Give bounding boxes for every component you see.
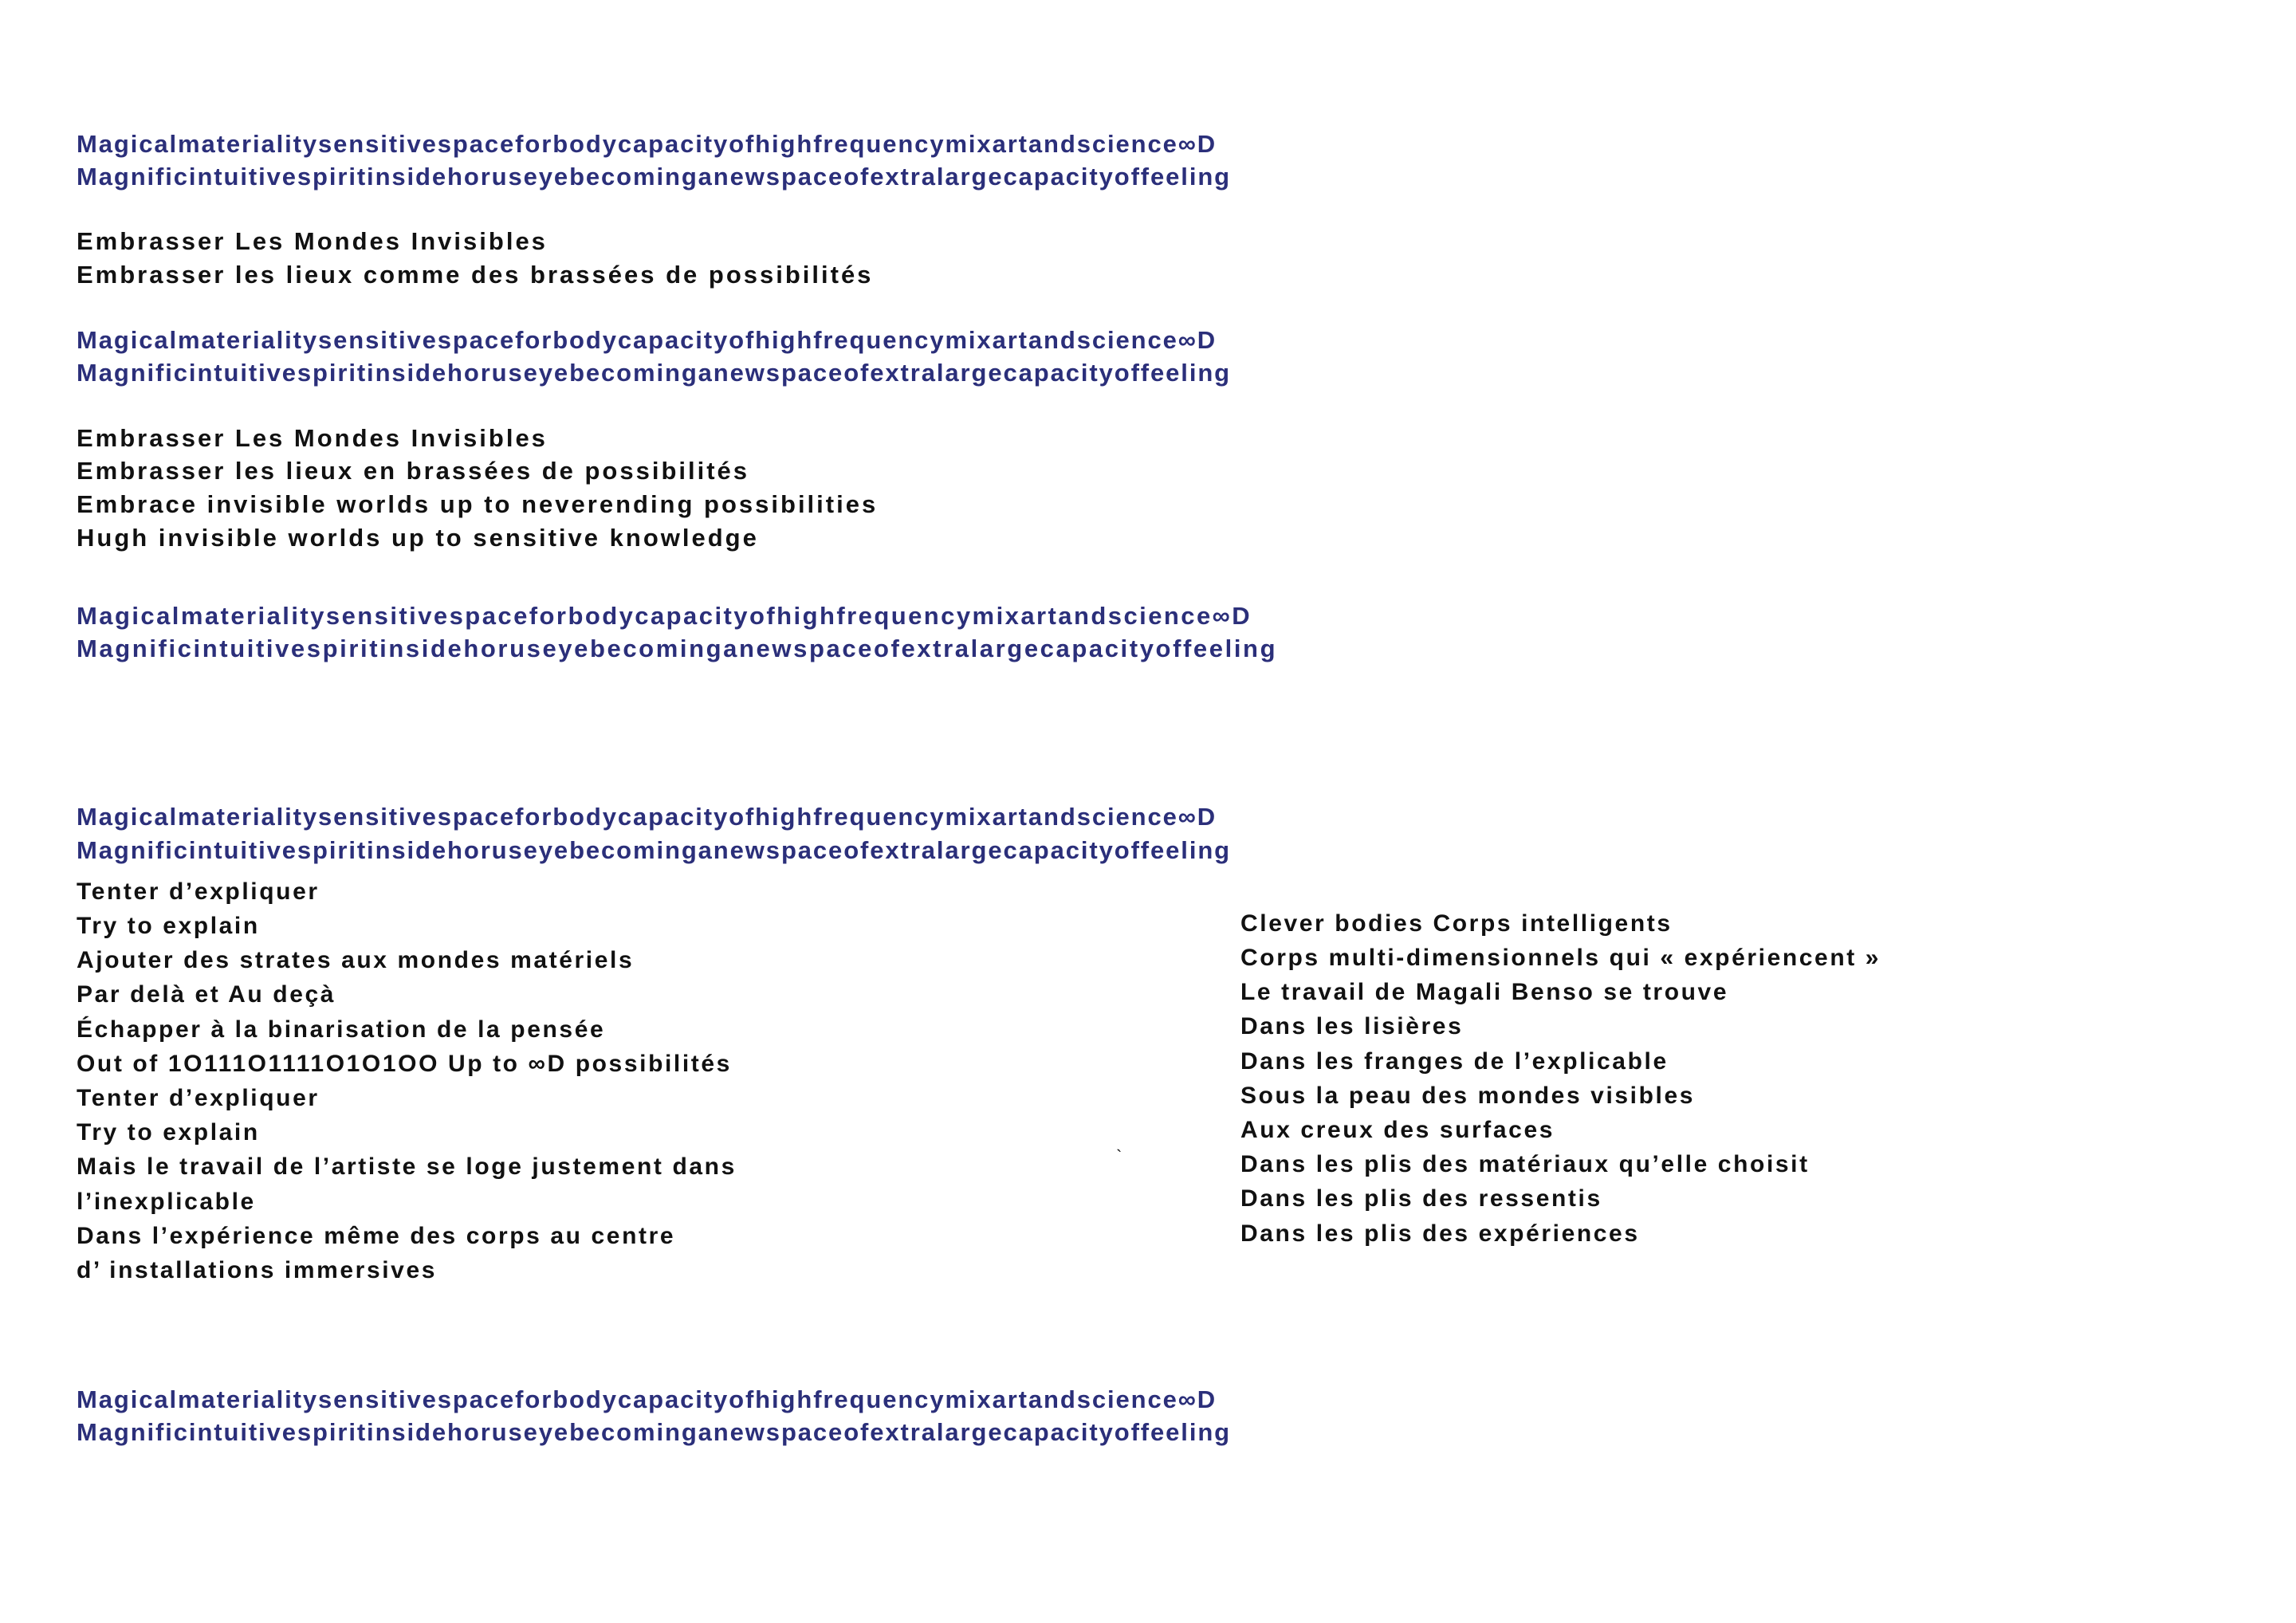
spacer — [77, 555, 2219, 599]
text-line: Embrasser les lieux comme des brassées de possibilités — [77, 261, 874, 289]
text-block-1 — [77, 225, 2219, 292]
banner-block-1 — [77, 128, 2219, 193]
banner-line-2: Magnificintuitivespiritinsidehoruseyebecominganewspaceofextralargecapacityoffeeling — [77, 635, 1278, 663]
banner-line-2: Magnificintuitivespiritinsidehoruseyebecominganewspaceofextralargecapacityoffeeling — [77, 835, 1231, 864]
text-line: Out of 1O111O1111O1O1OO Up to ∞D possibilités — [77, 1050, 732, 1077]
banner-line-1: Magicalmaterialitysensitivespaceforbodycapacityofhighfrequencymixartandscience∞D — [77, 1385, 1217, 1414]
spacer — [77, 292, 2219, 324]
banner-block-3 — [77, 599, 2219, 665]
banner-block-2 — [77, 324, 2219, 389]
text-line: Dans les plis des expériences — [1240, 1220, 1640, 1247]
text-line: Par delà et Au deçà — [77, 981, 336, 1008]
text-block-2 — [77, 422, 2219, 555]
text-line: Tenter d’expliquer — [77, 1084, 320, 1111]
banner-line-1: Magicalmaterialitysensitivespaceforbodycapacityofhighfrequencymixartandscience∞D — [77, 803, 1217, 831]
text-line: Dans les franges de l’explicable — [1240, 1047, 1669, 1075]
banner-line-1: Magicalmaterialitysensitivespaceforbodycapacityofhighfrequencymixartandscience∞D — [77, 326, 1217, 355]
column-left — [77, 874, 1240, 1287]
text-line: Échapper à la binarisation de la pensée — [77, 1016, 606, 1043]
text-line: Try to explain — [77, 913, 260, 939]
text-line: Aux creux des surfaces — [1240, 1116, 1555, 1143]
spacer — [77, 1287, 2219, 1383]
text-line: Embrasser Les Mondes Invisibles — [77, 227, 548, 256]
text-line: d’ installations immersives — [77, 1256, 438, 1283]
spacer — [77, 193, 2219, 225]
column-right — [1240, 874, 2219, 1251]
text-line: Hugh invisible worlds up to sensitive knowledge — [77, 524, 759, 552]
text-line: Le travail de Magali Benso se trouve — [1240, 979, 1729, 1006]
text-line: Dans les plis des matériaux qu’elle choisit — [1240, 1151, 1810, 1178]
text-line: Embrasser les lieux en brassées de possibilités — [77, 457, 750, 485]
text-line: Clever bodies Corps intelligents — [1240, 910, 1673, 937]
spacer — [77, 665, 2219, 800]
document-content — [77, 128, 2219, 1449]
text-line: l’inexplicable — [77, 1188, 256, 1215]
text-line: Mais le travail de l’artiste se loge justement dans — [77, 1153, 737, 1181]
text-line: Corps multi-dimensionnels qui « expériencent » — [1240, 945, 1881, 971]
banner-block-4 — [77, 800, 2219, 866]
two-column-section — [77, 874, 2219, 1287]
banner-block-5 — [77, 1383, 2219, 1448]
text-line: Try to explain — [77, 1119, 260, 1146]
text-line: Embrace invisible worlds up to neverending possibilities — [77, 490, 879, 519]
spacer — [77, 390, 2219, 422]
banner-line-1: Magicalmaterialitysensitivespaceforbodycapacityofhighfrequencymixartandscience∞D — [77, 601, 1252, 630]
text-line: Sous la peau des mondes visibles — [1240, 1082, 1696, 1109]
banner-line-2: Magnificintuitivespiritinsidehoruseyebecominganewspaceofextralargecapacityoffeeling — [77, 163, 1231, 191]
text-line: Dans l’expérience même des corps au centre — [77, 1222, 676, 1249]
tick-mark: ` — [1116, 1146, 1122, 1166]
text-line: Ajouter des strates aux mondes matériels — [77, 947, 635, 974]
text-line: Dans les lisières — [1240, 1013, 1464, 1040]
banner-line-2: Magnificintuitivespiritinsidehoruseyebecominganewspaceofextralargecapacityoffeeling — [77, 1418, 1231, 1447]
text-line: Dans les plis des ressentis — [1240, 1185, 1602, 1212]
text-line: Tenter d’expliquer — [77, 878, 320, 905]
banner-line-2: Magnificintuitivespiritinsidehoruseyebecominganewspaceofextralargecapacityoffeeling — [77, 359, 1231, 387]
text-line: Embrasser Les Mondes Invisibles — [77, 423, 548, 452]
banner-line-1: Magicalmaterialitysensitivespaceforbodycapacityofhighfrequencymixartandscience∞D — [77, 130, 1217, 158]
